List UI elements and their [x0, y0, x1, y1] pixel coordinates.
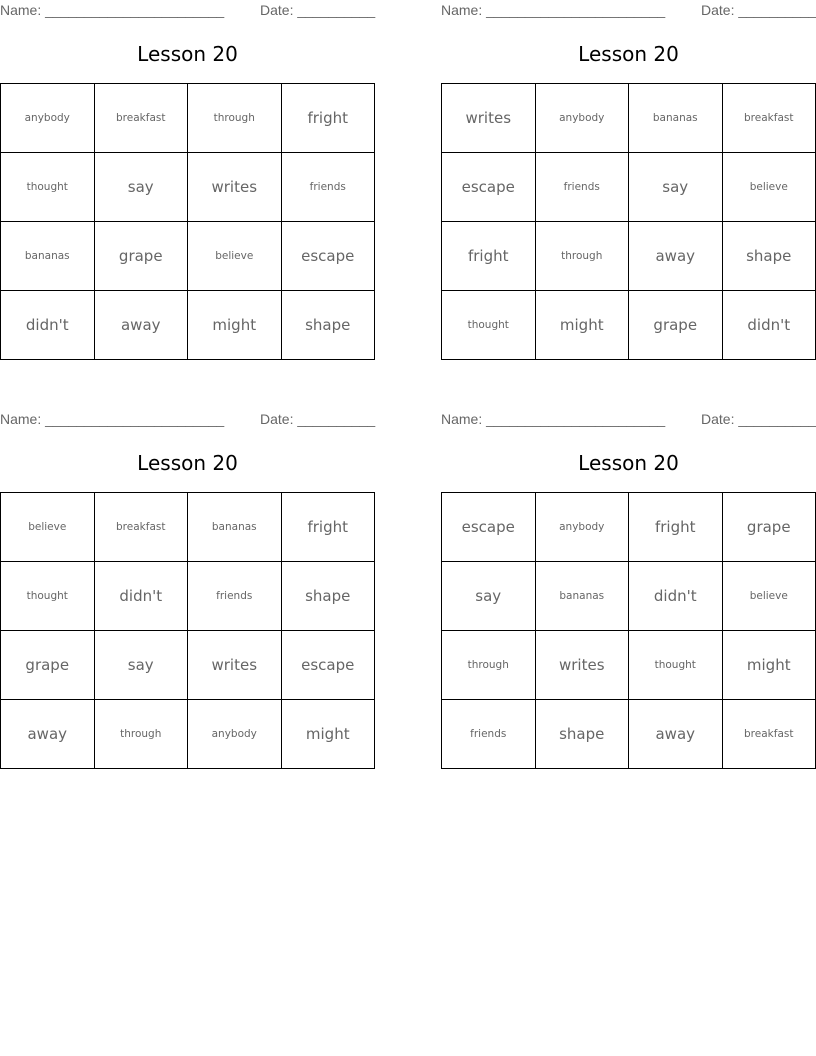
name-field-label: Name: _______________________: [441, 2, 666, 18]
grid-row: [1, 631, 375, 700]
grid-row: [442, 291, 816, 360]
grid-cell-word: escape: [281, 631, 375, 700]
grid-row: [442, 631, 816, 700]
grid-cell-word: say: [629, 153, 723, 222]
grid-cell-word: writes: [535, 631, 629, 700]
grid-cell-word: escape: [442, 153, 536, 222]
name-date-header: [441, 411, 816, 429]
grid-row: [1, 562, 375, 631]
grid-cell-word: breakfast: [722, 84, 816, 153]
grid-cell-word: say: [94, 153, 188, 222]
grid-cell-word: bananas: [629, 84, 723, 153]
grid-row: [442, 222, 816, 291]
grid-cell-word: anybody: [535, 84, 629, 153]
grid-cell-word: believe: [722, 153, 816, 222]
grid-cell-word: escape: [281, 222, 375, 291]
grid-row: [442, 84, 816, 153]
grid-cell-word: might: [535, 291, 629, 360]
grid-cell-word: away: [629, 700, 723, 769]
grid-cell-word: grape: [94, 222, 188, 291]
grid-cell-word: shape: [535, 700, 629, 769]
grid-cell-word: grape: [629, 291, 723, 360]
grid-cell-word: through: [442, 631, 536, 700]
grid-cell-word: escape: [442, 493, 536, 562]
grid-cell-word: fright: [629, 493, 723, 562]
grid-cell-word: believe: [1, 493, 95, 562]
date-field-label: Date: __________: [701, 2, 816, 18]
grid-cell-word: didn't: [629, 562, 723, 631]
grid-cell-word: believe: [722, 562, 816, 631]
grid-row: [442, 153, 816, 222]
grid-cell-word: shape: [722, 222, 816, 291]
grid-cell-word: writes: [188, 631, 282, 700]
grid-row: [442, 493, 816, 562]
grid-cell-word: bananas: [535, 562, 629, 631]
grid-cell-word: through: [94, 700, 188, 769]
grid-row: [442, 700, 816, 769]
grid-cell-word: fright: [442, 222, 536, 291]
name-field-label: Name: _______________________: [0, 411, 225, 427]
grid-row: [1, 153, 375, 222]
grid-cell-word: writes: [188, 153, 282, 222]
grid-cell-word: shape: [281, 291, 375, 360]
grid-cell-word: away: [94, 291, 188, 360]
grid-cell-word: believe: [188, 222, 282, 291]
card-title: Lesson 20: [578, 42, 679, 66]
grid-cell-word: breakfast: [94, 493, 188, 562]
grid-cell-word: fright: [281, 493, 375, 562]
grid-cell-word: grape: [1, 631, 95, 700]
grid-cell-word: didn't: [1, 291, 95, 360]
date-field-label: Date: __________: [701, 411, 816, 427]
grid-cell-word: breakfast: [722, 700, 816, 769]
bingo-grid: [0, 83, 375, 360]
grid-cell-word: through: [535, 222, 629, 291]
grid-cell-word: breakfast: [94, 84, 188, 153]
grid-cell-word: say: [94, 631, 188, 700]
grid-cell-word: friends: [281, 153, 375, 222]
bingo-grid: [441, 492, 816, 769]
grid-cell-word: anybody: [535, 493, 629, 562]
grid-row: [1, 493, 375, 562]
grid-cell-word: shape: [281, 562, 375, 631]
grid-cell-word: might: [722, 631, 816, 700]
grid-row: [1, 700, 375, 769]
bingo-grid: [441, 83, 816, 360]
grid-cell-word: didn't: [94, 562, 188, 631]
grid-cell-word: might: [281, 700, 375, 769]
grid-row: [1, 291, 375, 360]
bingo-grid: [0, 492, 375, 769]
grid-cell-word: thought: [1, 153, 95, 222]
date-field-label: Date: __________: [260, 411, 376, 427]
name-date-header: [441, 2, 816, 20]
grid-cell-word: grape: [722, 493, 816, 562]
grid-cell-word: writes: [442, 84, 536, 153]
grid-cell-word: might: [188, 291, 282, 360]
grid-cell-word: say: [442, 562, 536, 631]
grid-cell-word: friends: [442, 700, 536, 769]
grid-cell-word: fright: [281, 84, 375, 153]
grid-cell-word: thought: [629, 631, 723, 700]
card-title: Lesson 20: [137, 42, 238, 66]
grid-cell-word: bananas: [188, 493, 282, 562]
grid-cell-word: away: [1, 700, 95, 769]
date-field-label: Date: __________: [260, 2, 376, 18]
grid-cell-word: bananas: [1, 222, 95, 291]
card-title: Lesson 20: [578, 451, 679, 475]
grid-cell-word: away: [629, 222, 723, 291]
grid-cell-word: anybody: [1, 84, 95, 153]
name-date-header: [0, 411, 380, 429]
grid-cell-word: thought: [442, 291, 536, 360]
grid-row: [1, 222, 375, 291]
grid-cell-word: anybody: [188, 700, 282, 769]
name-date-header: [0, 2, 380, 20]
grid-cell-word: didn't: [722, 291, 816, 360]
grid-cell-word: friends: [535, 153, 629, 222]
name-field-label: Name: _______________________: [0, 2, 225, 18]
grid-cell-word: friends: [188, 562, 282, 631]
grid-row: [442, 562, 816, 631]
grid-row: [1, 84, 375, 153]
card-title: Lesson 20: [137, 451, 238, 475]
name-field-label: Name: _______________________: [441, 411, 666, 427]
grid-cell-word: thought: [1, 562, 95, 631]
grid-cell-word: through: [188, 84, 282, 153]
